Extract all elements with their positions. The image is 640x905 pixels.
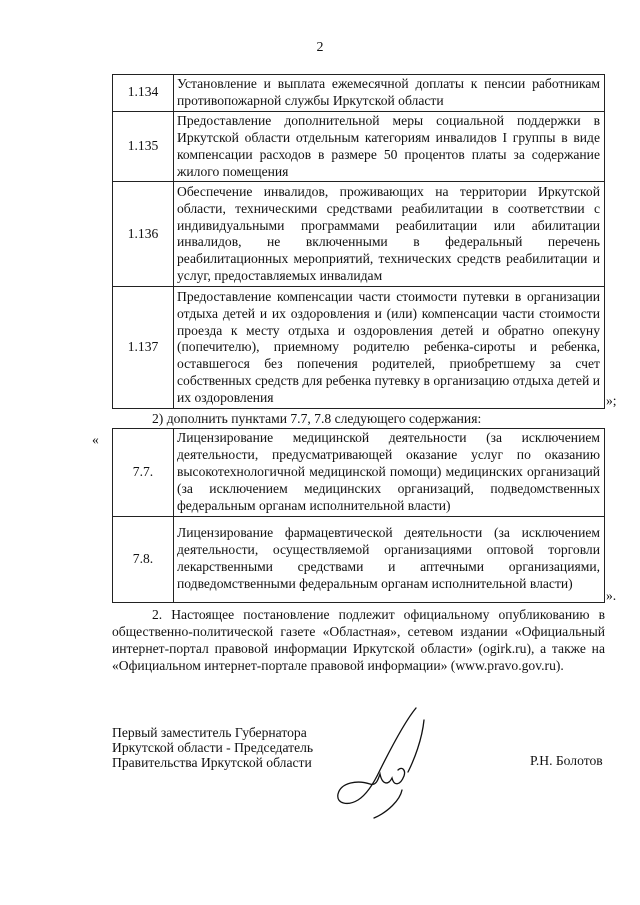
signatory-title-line: Правительства Иркутской области <box>112 755 312 770</box>
handwritten-signature <box>318 700 438 830</box>
closing-quote: ». <box>606 588 617 603</box>
table-row <box>113 111 605 182</box>
table-row <box>113 75 605 112</box>
table-row <box>113 182 605 287</box>
publication-paragraph: 2. Настоящее постановление подлежит официальному опубликованию в общественно-политической газете «Областная», сетевом издании «Официальный интернет-портал правовой информации Иркутской области» (ogirk.ru), а также на «Официальном интернет-портале правовой информации» (www.pravo.gov.ru). <box>112 607 605 673</box>
row-text: Предоставление дополнительной меры социальной поддержки в Иркутской области отдельным категориям инвалидов I группы в виде компенсации расходов в размере 50 процентов платы за содержание жилого помещения <box>174 111 605 182</box>
row-number: 1.135 <box>113 111 174 182</box>
row-text: Лицензирование медицинской деятельности (за исключением деятельности, предусматривающей оказание услуг по оказанию высокотехнологичной медицинской помощи) медицинских организаций (за исключением медицинских организаций, подведомственных федеральным органам исполнительной власти) <box>174 429 605 517</box>
signatory-title-line: Иркутской области - Председатель <box>112 740 314 755</box>
services-table <box>112 74 605 409</box>
page-number: 2 <box>316 40 324 55</box>
row-number: 1.136 <box>113 182 174 287</box>
signatory-title-line: Первый заместитель Губернатора <box>112 725 307 740</box>
amendment-intro: 2) дополнить пунктами 7.7, 7.8 следующего содержания: <box>152 411 482 426</box>
signatory-name: Р.Н. Болотов <box>530 753 603 768</box>
row-text: Обеспечение инвалидов, проживающих на территории Иркутской области, техническими средствами реабилитации в соответствии с индивидуальными программами реабилитации или абилитации инвалидов, не включенными в федеральный перечень реабилитационных мероприятий, технических средств реабилитации и услуг, предоставляемых инвалидам <box>174 182 605 287</box>
table-row <box>113 516 605 602</box>
licensing-table <box>112 428 605 603</box>
row-number: 7.7. <box>113 429 174 517</box>
row-text: Установление и выплата ежемесячной доплаты к пенсии работникам противопожарной службы Иркутской области <box>174 75 605 112</box>
opening-quote: « <box>92 432 99 447</box>
row-number: 1.137 <box>113 287 174 409</box>
row-number: 7.8. <box>113 516 174 602</box>
table-row <box>113 429 605 517</box>
row-text: Лицензирование фармацевтической деятельности (за исключением деятельности, осуществляемой организациями оптовой торговли лекарственными средствами и аптечными организациями, подведомственными федеральным органам исполнительной власти) <box>174 516 605 602</box>
table-row <box>113 287 605 409</box>
row-text: Предоставление компенсации части стоимости путевки в организации отдыха детей и их оздоровления и (или) компенсации части стоимости проезда к месту отдыха и оздоровления детей и обратно опекуну (попечителю), приемному родителю ребенка-сироты и ребенка, оставшегося без попечения родителей, приобретшему за счет собственных средств для ребенка путевку в организацию отдыха детей и их оздоровления <box>174 287 605 409</box>
closing-quote: »; <box>606 393 617 408</box>
row-number: 1.134 <box>113 75 174 112</box>
